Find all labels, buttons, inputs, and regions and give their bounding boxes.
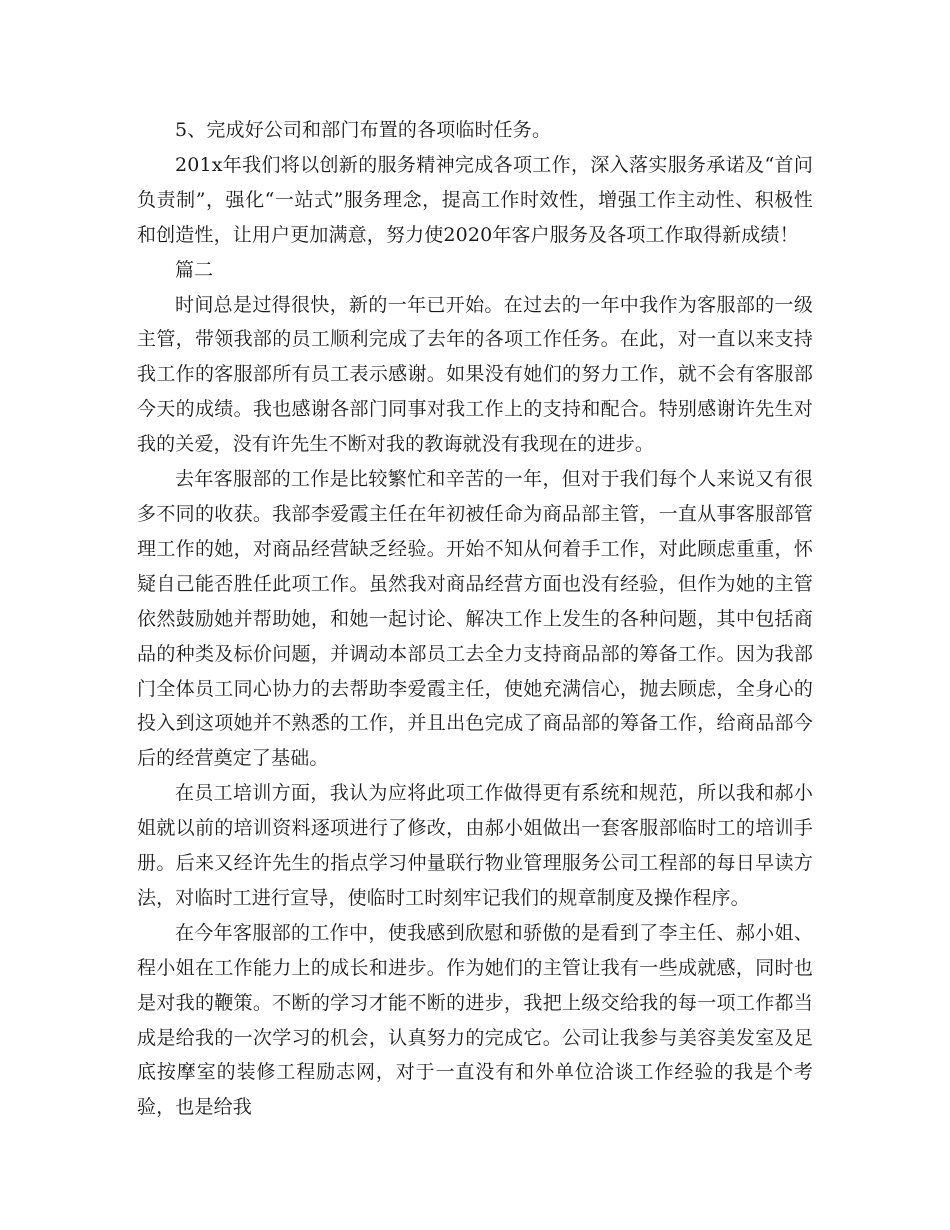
paragraph-training: 在员工培训方面，我认为应将此项工作做得更有系统和规范，所以我和郝小姐就以前的培训资料逐项进行了修改，由郝小姐做出一套客服部临时工的培训手册。后来又经许先生的指点学习仲量联行物业管理服务公司工程部的每日早读方法，对临时工进行宣导，使临时工时刻牢记我们的规章制度及操作程序。 (137, 782, 813, 909)
paragraph-intro: 时间总是过得很快，新的一年已开始。在过去的一年中我作为客服部的一级主管，带领我部的员工顺利完成了去年的各项工作任务。在此，对一直以来支持我工作的客服部所有员工表示感谢。如果没有她们的努力工作，就不会有客服部今天的成绩。我也感谢各部门同事对我工作上的支持和配合。特别感谢许先生对我的关爱，没有许先生不断对我的教诲就没有我现在的进步。 (137, 293, 813, 456)
paragraph-yearly-goal: 201x年我们将以创新的服务精神完成各项工作，深入落实服务承诺及“首问负责制”，强化“一站式”服务理念，提高工作时效性，增强工作主动性、积极性和创造性，让用户更加满意，努力使2020年客户服务及各项工作取得新成绩！ (137, 153, 813, 246)
document-body (137, 113, 813, 1125)
paragraph-product-dept: 去年客服部的工作是比较繁忙和辛苦的一年，但对于我们每个人来说又有很多不同的收获。我部李爱霞主任在年初被任命为商品部主管，一直从事客服部管理工作的她，对商品经营缺乏经验。开始不知从何着手工作，对此顾虑重重，怀疑自己能否胜任此项工作。虽然我对商品经营方面也没有经验，但作为她的主管依然鼓励她并帮助她，和她一起讨论、解决工作上发生的各种问题，其中包括商品的种类及标价问题，并调动本部员工去全力支持商品部的筹备工作。因为我部门全体员工同心协力的去帮助李爱霞主任，使她充满信心，抛去顾虑，全身心的投入到这项她并不熟悉的工作，并且出色完成了商品部的筹备工作，给商品部今后的经营奠定了基础。 (137, 468, 813, 770)
paragraph-task-item: 5、完成好公司和部门布置的各项临时任务。 (175, 119, 552, 141)
section-heading: 篇二 (175, 258, 214, 281)
paragraph-growth: 在今年客服部的工作中，使我感到欣慰和骄傲的是看到了李主任、郝小姐、程小姐在工作能力上的成长和进步。作为她们的主管让我有一些成就感，同时也是对我的鞭策。不断的学习才能不断的进步，我把上级交给我的每一项工作都当成是给我的一次学习的机会，认真努力的完成它。公司让我参与美容美发室及足底按摩室的装修工程励志网，对于一直没有和外单位洽谈工作经验的我是个考验，也是给我 (137, 921, 813, 1119)
